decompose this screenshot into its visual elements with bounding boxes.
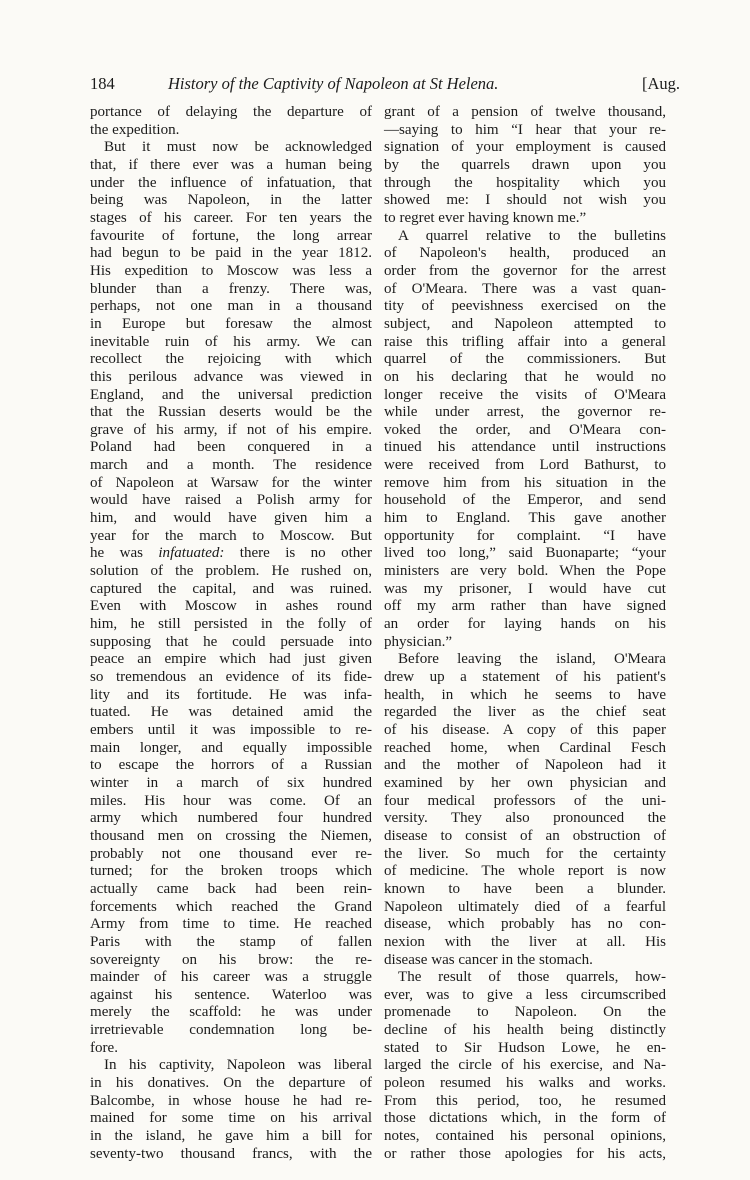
text-line: of medicine. The whole report is now: [384, 863, 666, 880]
text-line: recollect the rejoicing with which: [90, 351, 372, 368]
text-line: merely the scaffold: he was under: [90, 1004, 372, 1021]
text-line: disease, which probably has no con-: [384, 916, 666, 933]
text-line: signation of your employment is caused: [384, 139, 666, 156]
text-line: grave of his army, if not of his empire.: [90, 421, 372, 438]
text-line: actually came back had been rein-: [90, 880, 372, 897]
text-line: order from the governor for the arrest: [384, 262, 666, 279]
text-line: drew up a statement of his patient's: [384, 669, 666, 685]
text-line: lity and its fortitude. He was infa-: [90, 686, 372, 703]
text-line: irretrievable condemnation long be-: [90, 1022, 372, 1039]
text-line: In his captivity, Napoleon was liberal: [104, 1057, 372, 1074]
text-line: raise this trifling affair into a general: [384, 333, 666, 350]
text-line: him, he still persisted in the folly of: [90, 616, 372, 633]
text-line: march and a month. The residence: [90, 457, 372, 474]
text-line: while under arrest, the governor re-: [384, 404, 666, 421]
text-line: sovereignty on his brow: the re-: [90, 951, 372, 968]
text-line: ministers are very bold. When the Pope: [384, 563, 666, 580]
text-line: of Napoleon's health, produced an: [384, 245, 666, 262]
text-line: and the mother of Napoleon had it: [384, 757, 666, 774]
text-line: peace an empire which had just given: [90, 651, 372, 668]
text-line: mainder of his career was a struggle: [90, 969, 372, 986]
text-line: or rather those apologies for his acts,: [384, 1145, 666, 1162]
text-line: of Napoleon at Warsaw for the winter: [90, 474, 372, 491]
text-line: that, if there ever was a human being: [90, 156, 372, 173]
running-title: History of the Captivity of Napoleon at St Helena.: [168, 74, 499, 93]
text-line: Paris with the stamp of fallen: [90, 933, 372, 950]
text-line: examined by her own physician and: [384, 774, 666, 791]
text-line: forcements which reached the Grand: [90, 898, 372, 915]
text-line: opportunity for complaint. “I have: [384, 527, 666, 544]
text-line: an order for laying hands on his: [384, 616, 666, 633]
text-line: stages of his career. For ten years the: [90, 209, 372, 226]
text-line: him, and would have given him a: [90, 510, 372, 527]
text-line: blunder than a frenzy. There was,: [90, 280, 372, 297]
text-line: tity of peevishness exercised on the: [384, 298, 666, 315]
text-line: against his sentence. Waterloo was: [90, 986, 372, 1003]
text-line: main longer, and equally impossible: [90, 739, 372, 756]
text-line: subject, and Napoleon attempted to: [384, 315, 666, 332]
text-line: nexion with the liver at all. His: [384, 933, 666, 950]
text-line: would have raised a Polish army for: [90, 492, 372, 509]
text-line: larged the circle of his exercise, and Na-: [384, 1057, 666, 1074]
text-line: year for the march to Moscow. But: [90, 527, 372, 544]
text-line: being was Napoleon, in the latter: [90, 192, 372, 209]
text-line: on his declaring that he would no: [384, 368, 666, 385]
text-line: poleon resumed his walks and works.: [384, 1075, 666, 1092]
text-line: promenade to Napoleon. On the: [384, 1004, 666, 1021]
text-line: grant of a pension of twelve thousand,: [384, 104, 666, 120]
text-line: miles. His hour was come. Of an: [90, 792, 372, 809]
text-line: army which numbered four hundred: [90, 810, 372, 827]
text-line: off my arm rather than have signed: [384, 598, 666, 615]
text-line: fore.: [90, 1039, 118, 1056]
text-line: this perilous advance was viewed in: [90, 368, 372, 385]
text-line: versity. They also pronounced the: [384, 810, 666, 827]
text-line: tuated. He was detained amid the: [90, 704, 372, 721]
text-line: were received from Lord Bathurst, to: [384, 457, 666, 474]
text-line: of his disease. A copy of this paper: [384, 721, 666, 738]
text-line: in his donatives. On the departure of: [90, 1075, 372, 1092]
text-line: disease to consist of an obstruction of: [384, 827, 666, 844]
text-line: ever, was to give a less circumscribed: [384, 986, 666, 1003]
text-line: to regret ever having known me.”: [384, 209, 587, 226]
text-line: notes, contained his personal opinions,: [384, 1128, 666, 1145]
text-line: A quarrel relative to the bulletins: [398, 227, 666, 244]
text-line: perhaps, not one man in a thousand: [90, 298, 372, 315]
text-line: England, and the universal prediction: [90, 386, 372, 403]
text-line: by the quarrels drawn upon you: [384, 156, 666, 173]
text-line: turned; for the broken troops which: [90, 863, 372, 880]
text-line: Napoleon ultimately died of a fearful: [384, 898, 666, 915]
text-line: From this period, too, he resumed: [384, 1092, 666, 1109]
text-line: was my prisoner, I would have cut: [384, 580, 666, 597]
text-line: had begun to be paid in the year 1812.: [90, 245, 372, 262]
text-line: Poland had been conquered in a: [90, 439, 372, 456]
text-line: in the island, he gave him a bill for: [90, 1128, 372, 1145]
text-line: Even with Moscow in ashes round: [90, 598, 372, 615]
text-line: inevitable ruin of his army. We can: [90, 333, 372, 350]
text-line: physician.”: [384, 633, 453, 650]
text-line: lived too long,” said Buonaparte; “your: [384, 545, 666, 562]
text-line: through the hospitality which you: [384, 174, 666, 191]
text-line: quarrel of the commissioners. But: [384, 351, 666, 368]
text-line: —saying to him “I hear that your re-: [384, 121, 666, 138]
text-line: remove him from his situation in the: [384, 474, 666, 491]
text-line: thousand men on crossing the Niemen,: [90, 827, 372, 844]
text-line: to escape the horrors of a Russian: [90, 757, 372, 774]
text-line: that the Russian deserts would be the: [90, 404, 372, 421]
text-line: supposing that he could persuade into: [90, 633, 372, 650]
text-line: Before leaving the island, O'Meara: [398, 651, 666, 668]
text-line: known to have been a blunder.: [384, 880, 666, 897]
text-line: The result of those quarrels, how-: [398, 969, 666, 986]
text-line: under the influence of infatuation, that: [90, 174, 372, 191]
text-line: of O'Meara. There was a vast quan-: [384, 280, 666, 297]
text-line: Army from time to time. He reached: [90, 916, 372, 933]
text-line: stated to Sir Hudson Lowe, he en-: [384, 1039, 666, 1056]
text-line: health, in which he seems to have: [384, 686, 666, 703]
text-line: the expedition.: [90, 121, 180, 138]
text-line: regarded the liver as the chief seat: [384, 704, 666, 721]
text-line: in Europe but foresaw the almost: [90, 315, 372, 332]
text-line: solution of the problem. He rushed on,: [90, 563, 372, 580]
text-line: portance of delaying the departure of: [90, 104, 372, 120]
text-line: mained for some time on his arrival: [90, 1110, 372, 1127]
text-line: probably not one thousand ever re-: [90, 845, 372, 862]
page-number: 184: [90, 74, 115, 93]
text-line: longer receive the visits of O'Meara: [384, 386, 666, 403]
text-line: those dictations which, in the form of: [384, 1110, 666, 1127]
running-header: [90, 74, 680, 100]
text-line: tinued his attendance until instructions: [384, 439, 666, 456]
left-column: [90, 104, 372, 1163]
text-line: so tremendous an evidence of its fide-: [90, 669, 372, 685]
text-line: four medical professors of the uni-: [384, 792, 666, 809]
text-line: favourite of fortune, the long arrear: [90, 227, 372, 244]
text-line: voked the order, and O'Meara con-: [384, 421, 666, 438]
header-month: [Aug.: [641, 74, 680, 93]
right-column: [384, 104, 666, 1163]
text-line: he was infatuated: there is no other: [90, 545, 372, 562]
text-line: captured the capital, and was ruined.: [90, 580, 372, 597]
text-line: showed me: I should not wish you: [384, 192, 666, 209]
text-line: His expedition to Moscow was less a: [90, 262, 372, 279]
text-line: seventy-two thousand francs, with the: [90, 1145, 372, 1162]
text-line: household of the Emperor, and send: [384, 492, 666, 509]
text-line: the liver. So much for the certainty: [384, 845, 666, 862]
text-line: reached home, when Cardinal Fesch: [384, 739, 666, 756]
text-line: embers until it was impossible to re-: [90, 721, 372, 738]
text-line: disease was cancer in the stomach.: [384, 951, 593, 968]
text-line: decline of his health being distinctly: [384, 1022, 666, 1039]
text-line: But it must now be acknowledged: [104, 139, 372, 156]
text-line: him to England. This gave another: [384, 510, 666, 527]
text-line: Balcombe, in whose house he had re-: [90, 1092, 372, 1109]
text-line: winter in a march of six hundred: [90, 774, 372, 791]
